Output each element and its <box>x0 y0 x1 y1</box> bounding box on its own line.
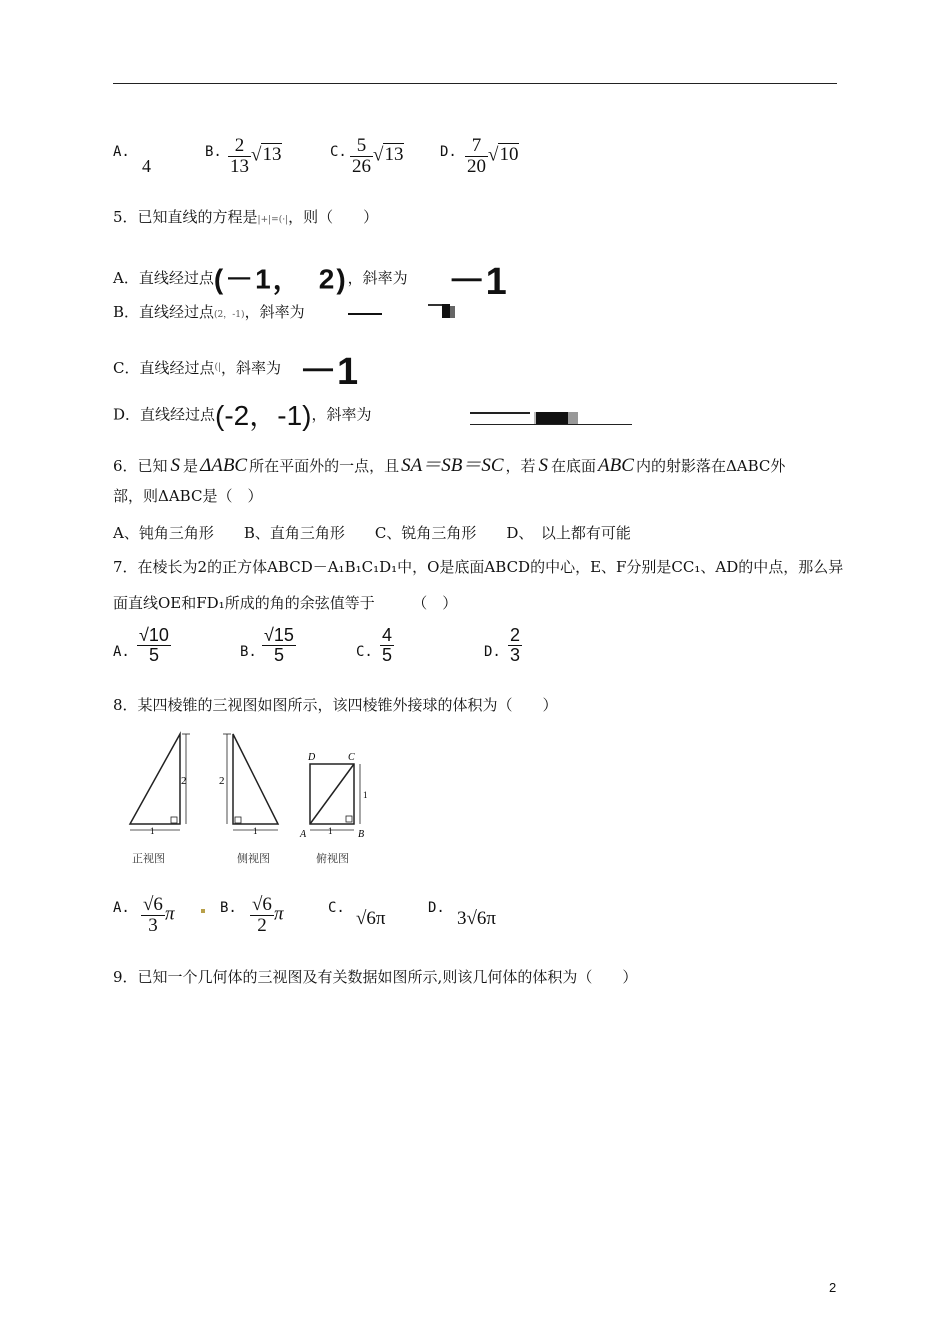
q7-a-denominator: 5 <box>148 644 159 665</box>
front-view-caption: 正视图 <box>132 852 165 865</box>
q4-c-radicand: 13 <box>384 144 404 166</box>
q4-c-denominator: 26 <box>352 155 371 177</box>
q8-option-d-label: D. <box>428 900 445 916</box>
q8-option-b-value <box>250 895 283 936</box>
side-dim-1: 1 <box>253 826 258 836</box>
q4-option-d-value: $\frac{7}{20}$ √10 <box>467 135 519 177</box>
q8-option-c-value: √6π <box>356 908 386 929</box>
q6-line2: 部，则ΔABC是（ ） <box>113 487 263 505</box>
q4-option-a-label: A. <box>113 144 130 160</box>
top-dim-1: 1 <box>363 790 368 800</box>
q8-three-views-figure <box>120 726 380 871</box>
q7-d-denominator: 3 <box>510 644 521 665</box>
q7-option-a-value <box>137 626 171 665</box>
q4-c-numerator: 5 <box>350 136 373 157</box>
q5-option-a <box>113 250 507 305</box>
q5-a-point: (－1， 2) <box>213 263 348 295</box>
q6-text-d: ，若 <box>505 457 536 475</box>
q6-options: A、钝角三角形 B、直角三角形 C、锐角三角形 D、 以上都有可能 <box>113 524 631 542</box>
q5-option-b <box>113 301 305 322</box>
page-number: 2 <box>829 1280 837 1295</box>
q5-b-slope-dash <box>348 313 382 315</box>
q7-option-c-label: C. <box>356 644 373 660</box>
q5-d-slope-fragment <box>470 412 632 426</box>
q5-option-d <box>113 394 372 434</box>
q4-d-numerator: 7 <box>465 136 488 157</box>
header-rule <box>113 83 837 84</box>
q5-a-text: A．直线经过点 <box>113 269 214 287</box>
q5-b-point: (2，-1) <box>214 310 245 320</box>
q5-d-text: D．直线经过点 <box>113 405 216 424</box>
q6-line1 <box>113 450 785 477</box>
q8-a-numerator: √6 <box>143 894 163 915</box>
q4-b-denominator: 13 <box>230 155 249 177</box>
q5-stem-text: 5．已知直线的方程是 <box>113 208 258 226</box>
side-dim-2: 2 <box>219 775 225 787</box>
q6-equation: SA＝SB＝SC <box>401 455 504 476</box>
top-view <box>310 764 360 830</box>
q7-option-b-value <box>262 626 296 665</box>
q6-text-f: 内的射影落在 <box>635 457 726 475</box>
q7-b-denominator: 5 <box>273 644 284 665</box>
top-label-d: D <box>308 752 316 763</box>
q7-option-c-value <box>380 626 394 665</box>
q6-text-b: 是 <box>183 457 199 475</box>
q8-option-b-label: B. <box>220 900 237 916</box>
front-dim-2: 2 <box>181 775 187 787</box>
q5-option-c <box>113 340 358 395</box>
q7-line1: 7．在棱长为2的正方体ABCD－A₁B₁C₁D₁中，O是底面ABCD的中心，E、F分别是CC₁、AD的中点，那么异 <box>113 558 844 576</box>
q7-option-d-label: D. <box>484 644 501 660</box>
q8-option-d-value: 3√6π <box>457 908 497 929</box>
q5-d-slope-text: ，斜率为 <box>311 405 372 424</box>
q9-stem: 9．已知一个几何体的三视图及有关数据如图所示,则该几何体的体积为（ ） <box>113 968 638 986</box>
q8-a-pi: π <box>164 903 175 925</box>
q5-equation-image: |+|=(·| <box>257 215 289 225</box>
q5-b-text: B．直线经过点 <box>113 303 215 321</box>
q5-a-slope-text: ，斜率为 <box>347 269 408 287</box>
top-label-a: A <box>300 829 307 840</box>
q5-c-slope-text: ，斜率为 <box>221 359 282 377</box>
q5-a-slope: －1 <box>447 261 507 303</box>
q7-option-b-label: B. <box>240 644 257 660</box>
q7-d-numerator: 2 <box>510 625 521 645</box>
front-dim-1: 1 <box>150 826 155 836</box>
q4-option-b-value: $\frac{2}{13}$ √13 <box>230 135 282 177</box>
q7-option-a-label: A. <box>113 644 130 660</box>
q6-text-e: 在底面 <box>551 457 597 475</box>
q6-text-a: 6．已知 <box>113 457 168 475</box>
q4-b-numerator: 2 <box>228 136 251 157</box>
top-label-b: B <box>358 829 365 840</box>
q8-option-a-value <box>141 895 174 936</box>
side-view <box>223 734 278 830</box>
q8-stem: 8．某四棱锥的三视图如图所示，该四棱锥外接球的体积为（ ） <box>113 696 558 714</box>
q4-d-radicand: 10 <box>499 144 519 166</box>
q4-b-radicand: 13 <box>262 144 282 166</box>
q6-text-g: ΔABC外 <box>725 457 786 475</box>
q8-b-denominator: 2 <box>257 914 267 936</box>
q8-b-pi: π <box>273 903 284 925</box>
side-view-caption: 侧视图 <box>237 852 270 865</box>
q5-stem <box>113 206 378 227</box>
stray-dot <box>201 909 205 913</box>
q8-a-denominator: 3 <box>148 914 158 936</box>
q8-option-a-label: A. <box>113 900 130 916</box>
q5-d-point: (-2，-1) <box>215 400 312 431</box>
q7-c-denominator: 5 <box>382 644 393 665</box>
q7-option-d-value <box>508 626 522 665</box>
q5-b-slope-fragment <box>428 304 456 318</box>
top-label-c: C <box>348 752 355 763</box>
q6-point-s2: S <box>538 455 549 476</box>
q4-option-d-label: D. <box>440 144 457 160</box>
q5-c-slope: －1 <box>299 351 359 393</box>
q5-c-text: C．直线经过点 <box>113 359 215 377</box>
q5-stem-tail: ，则（ ） <box>288 208 379 226</box>
q7-line2: 面直线OE和FD₁所成的角的余弦值等于 （ ） <box>113 594 458 612</box>
q6-point-s: S <box>170 455 181 476</box>
q4-option-a-value: 4 <box>142 156 151 176</box>
q8-option-c-label: C. <box>328 900 345 916</box>
q4-option-c-label: C. <box>330 144 347 160</box>
q8-b-numerator: √6 <box>252 894 272 915</box>
q4-d-denominator: 20 <box>467 155 486 177</box>
q6-base-abc: ABC <box>598 455 634 476</box>
top-dim-1b: 1 <box>328 826 333 836</box>
q6-text-c: 所在平面外的一点，且 <box>249 457 400 475</box>
q5-b-slope-text: ，斜率为 <box>244 303 305 321</box>
q7-b-numerator: √15 <box>264 625 294 645</box>
q7-c-numerator: 4 <box>382 625 393 645</box>
q4-option-b-label: B. <box>205 144 222 160</box>
q6-triangle: ΔABC <box>200 455 248 476</box>
top-view-caption: 俯视图 <box>316 852 349 865</box>
q4-option-c-value: $\frac{5}{26}$ √13 <box>352 135 404 177</box>
q5-c-point: (| <box>214 362 222 373</box>
q7-a-numerator: √10 <box>139 625 169 645</box>
